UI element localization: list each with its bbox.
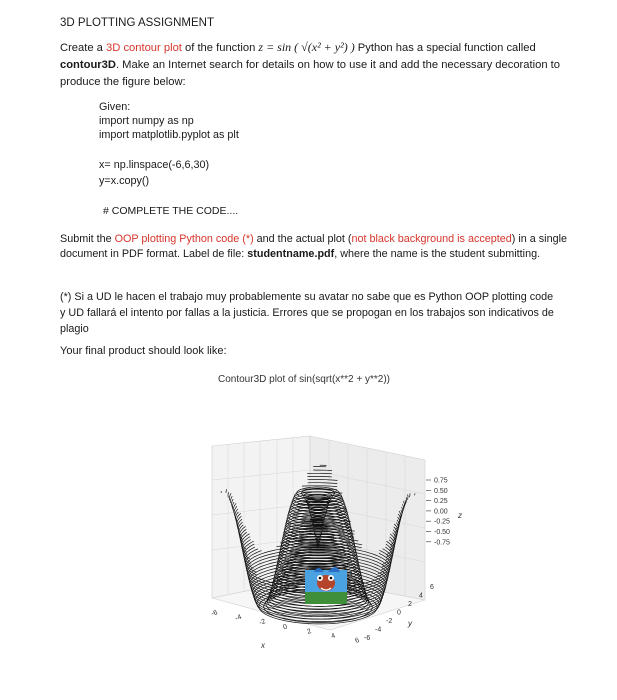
y-tick-label: 4 xyxy=(419,592,423,600)
z-tick-label: -0.75 xyxy=(434,539,450,547)
assignment-heading: 3D PLOTTING ASSIGNMENT xyxy=(60,17,214,29)
contour3d-keyword: contour3D xyxy=(60,59,116,71)
contour-line xyxy=(317,544,319,545)
z-tick-label: -0.50 xyxy=(434,529,450,536)
y-tick-label: -2 xyxy=(386,618,393,625)
contour3d-plot xyxy=(190,400,480,680)
submit-text: ) in a single document in PDF format. Label de file: xyxy=(60,233,567,260)
x-tick-label: -4 xyxy=(234,613,243,623)
z-axis-label: z xyxy=(458,511,462,520)
submit-paragraph xyxy=(60,232,580,262)
x-tick-label: 4 xyxy=(330,632,337,641)
oop-code-phrase: OOP plotting Python code (*) xyxy=(114,233,254,245)
submit-text: and the actual plot ( xyxy=(253,233,352,245)
x-tick-label: 6 xyxy=(354,636,361,645)
submit-text: , where the name is the student submitting. xyxy=(334,248,541,260)
y-tick-label: -4 xyxy=(375,626,382,634)
y-tick-label: 2 xyxy=(408,601,412,608)
z-tick-label: 0.00 xyxy=(434,508,448,516)
z-tick-label: -0.25 xyxy=(434,518,450,526)
y-tick-label: 0 xyxy=(397,609,401,617)
intro-text: of the function xyxy=(181,42,259,54)
code-y-line: y=x.copy() xyxy=(99,175,150,187)
x-axis-label: x xyxy=(261,641,265,650)
x-tick-label: -6 xyxy=(210,609,219,618)
intro-text: Python has a special function called xyxy=(354,42,536,54)
intro-paragraph xyxy=(60,39,580,91)
chart-title: Contour3D plot of sin(sqrt(x**2 + y**2)) xyxy=(218,374,391,385)
z-tick-label: 0.50 xyxy=(434,487,448,495)
code-comment: # COMPLETE THE CODE.... xyxy=(103,205,239,217)
y-tick-label: -6 xyxy=(364,635,371,642)
formula: z = sin ( √(x² + y²) ) xyxy=(258,40,355,54)
background-warning: not black background is accepted xyxy=(351,233,512,245)
z-ticks xyxy=(426,478,450,547)
code-import-pyplot: import matplotlib.pyplot as plt xyxy=(99,129,239,141)
code-x-line: x= np.linspace(-6,6,30) xyxy=(99,159,210,171)
given-label: Given: xyxy=(99,101,131,113)
submit-text: Submit the xyxy=(60,233,115,245)
code-import-numpy: import numpy as np xyxy=(99,115,194,127)
x-tick-label: 2 xyxy=(306,627,313,636)
final-product-label: Your final product should look like: xyxy=(60,345,227,357)
z-tick-label: 0.75 xyxy=(434,477,448,485)
y-tick-label: 6 xyxy=(430,584,434,591)
note-paragraph: (*) Si a UD le hacen el trabajo muy probablemente su avatar no sabe que es Python OOP plotting code y UD fallará el intento por fallas a la justicia. Errores que se propogan en los trabajos son indicativos de plagio xyxy=(60,291,554,335)
x-tick-label: 0 xyxy=(282,623,289,632)
cartoon-avatar-image xyxy=(305,567,347,604)
z-tick-label: 0.25 xyxy=(434,498,448,506)
y-axis-label: y xyxy=(408,619,412,628)
filename: studentname.pdf xyxy=(247,248,335,260)
intro-text: . Make an Internet search for details on how to use it and add the necessary decoration to produce the figure below: xyxy=(60,59,560,88)
contour-plot-phrase: 3D contour plot xyxy=(106,42,182,54)
x-tick-label: -2 xyxy=(258,618,267,627)
intro-text: Create a xyxy=(60,42,107,54)
